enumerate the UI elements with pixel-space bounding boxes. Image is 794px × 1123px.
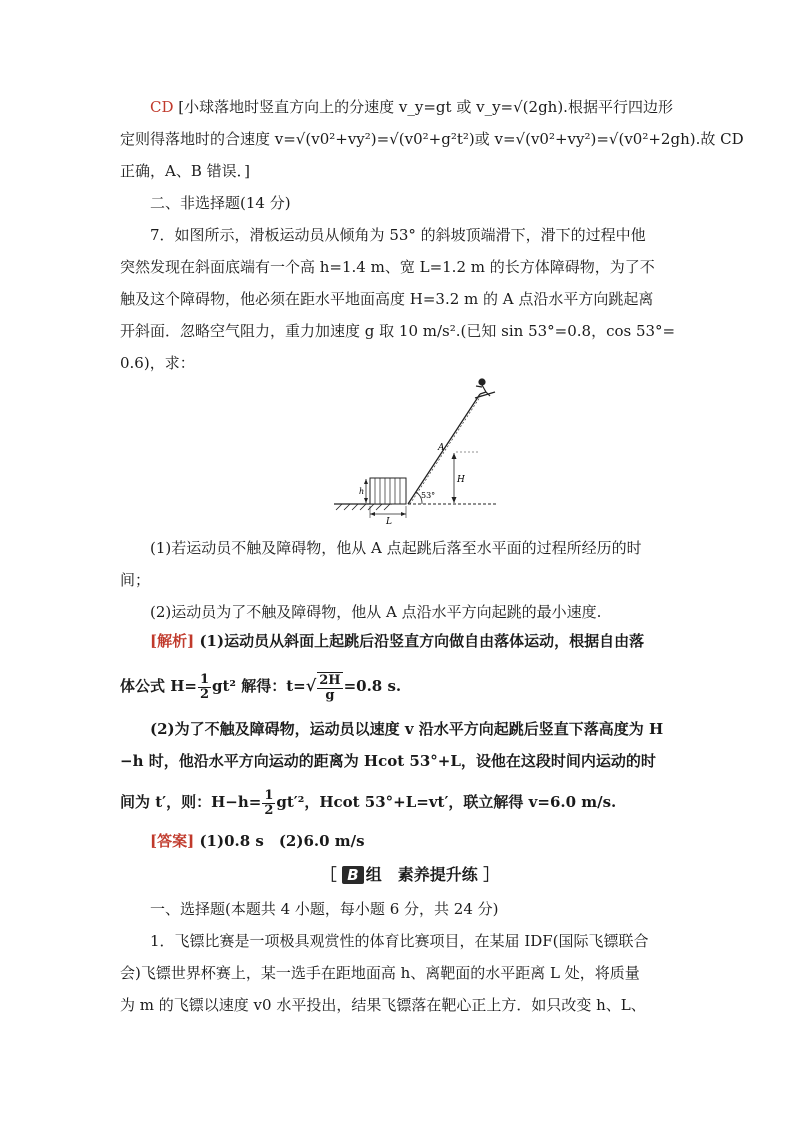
q1-line3: 为 m 的飞镖以速度 v0 水平投出，结果飞镖落在靶心正上方．如只改变 h、L、 [120,996,646,1014]
analysis-text1: (1)运动员从斜面上起跳后沿竖直方向做自由落体运动，根据自由落 [199,632,645,650]
analysis-l2-c: =0.8 s. [343,677,402,695]
label-A: A [438,443,445,453]
L-arrow-left [370,512,375,516]
q7-line1: 7．如图所示，滑板运动员从倾角为 53° 的斜坡顶端滑下，滑下的过程中他 [150,226,646,244]
answer6-text1: [小球落地时竖直方向上的分速度 v_y=gt 或 v_y=√(2gh).根据平行四边形 [178,98,673,116]
analysis-l2-a: 体公式 H= [120,677,197,695]
fraction-half: $\frac{1}{2}$ [199,671,210,702]
section1-title: 一、选择题(本题共 4 小题，每小题 6 分，共 24 分) [150,900,499,918]
answer7-text: (1)0.8 s (2)6.0 m/s [199,832,365,850]
group-b-header [120,862,700,890]
slope-hatch [410,394,482,504]
group-b-badge: B [342,866,363,884]
label-h: h [359,487,365,496]
q7-part1-line1: (1)若运动员不触及障碍物，他从 A 点起跳后落至水平面的过程所经历的时 [150,539,642,557]
analysis-line1 [150,630,700,652]
group-b-title: 组 素养提升练 [365,865,478,884]
analysis-line2: 体公式 H= $\frac{1}{2}$ gt² 解得：t=√ $\frac{2H}{g}$ =0.8 s. [120,671,402,703]
L-arrow-right [401,512,406,516]
section2-title: 二、非选择题(14 分) [150,194,291,212]
q7-line2: 突然发现在斜面底端有一个高 h=1.4 m、宽 L=1.2 m 的长方体障碍物，为了不 [120,258,655,276]
answer6-line2: 定则得落地时的合速度 v=√(v0²+vy²)=√(v0²+g²t²)或 v=√(v0²+vy²)=√(v0²+2gh).故 CD [120,130,744,148]
analysis-line5 [120,784,700,820]
q7-line5: 0.6)，求： [120,354,195,372]
obstacle-block [370,478,406,504]
label-H: H [457,475,465,485]
q1-line1: 1．飞镖比赛是一项极具观赏性的体育比赛项目，在某届 IDF(国际飞镖联合 [150,932,649,950]
answer7-line [150,830,700,852]
h-arrow-bottom [364,498,368,503]
analysis-l5-b: gt′²，Hcot 53°+L=vt′，联立解得 v=6.0 m/s. [276,793,617,811]
answer6-line3: 正确，A、B 错误．] [120,162,250,180]
group-b-close-bracket: ］ [483,865,500,884]
fraction-half-2: $\frac{1}{2}$ [264,787,274,818]
q1-line2: 会)飞镖世界杯赛上，某一选手在距地面高 h、离靶面的水平距离 L 处，将质量 [120,964,640,982]
answer7-tag: [答案] [150,832,195,850]
analysis-line4: −h 时，他沿水平方向运动的距离为 Hcot 53°+L，设他在这段时间内运动的时 [120,752,656,770]
H-arrow-bottom [452,497,457,503]
answer6-line1 [150,96,700,118]
ground-hatch [336,504,390,510]
analysis-l2-b: gt² 解得：t= [212,677,306,695]
skier-slope-figure [330,372,500,527]
label-L: L [386,517,392,527]
q7-line4: 开斜面．忽略空气阻力，重力加速度 g 取 10 m/s².(已知 sin 53°=0.8，cos 53°= [120,322,676,340]
group-b-open-bracket: ［ [320,865,337,884]
analysis-l5-a: 间为 t′，则：H−h= [120,793,262,811]
sqrt-fraction: $\frac{2H}{g}$ [319,672,341,703]
analysis-line3: (2)为了不触及障碍物，运动员以速度 v 沿水平方向起跳后竖直下落高度为 H [150,720,664,738]
q7-line3: 触及这个障碍物，他必须在距水平地面高度 H=3.2 m 的 A 点沿水平方向跳起离 [120,290,654,308]
q7-part2: (2)运动员为了不触及障碍物，他从 A 点沿水平方向起跳的最小速度. [150,603,602,621]
label-angle: 53° [421,491,436,500]
q7-part1-line2: 间； [120,571,151,589]
analysis-tag: [解析] [150,632,195,650]
H-arrow-top [452,453,457,459]
h-arrow-top [364,479,368,484]
skier-icon [475,379,495,398]
answer6-label: CD [150,98,174,116]
